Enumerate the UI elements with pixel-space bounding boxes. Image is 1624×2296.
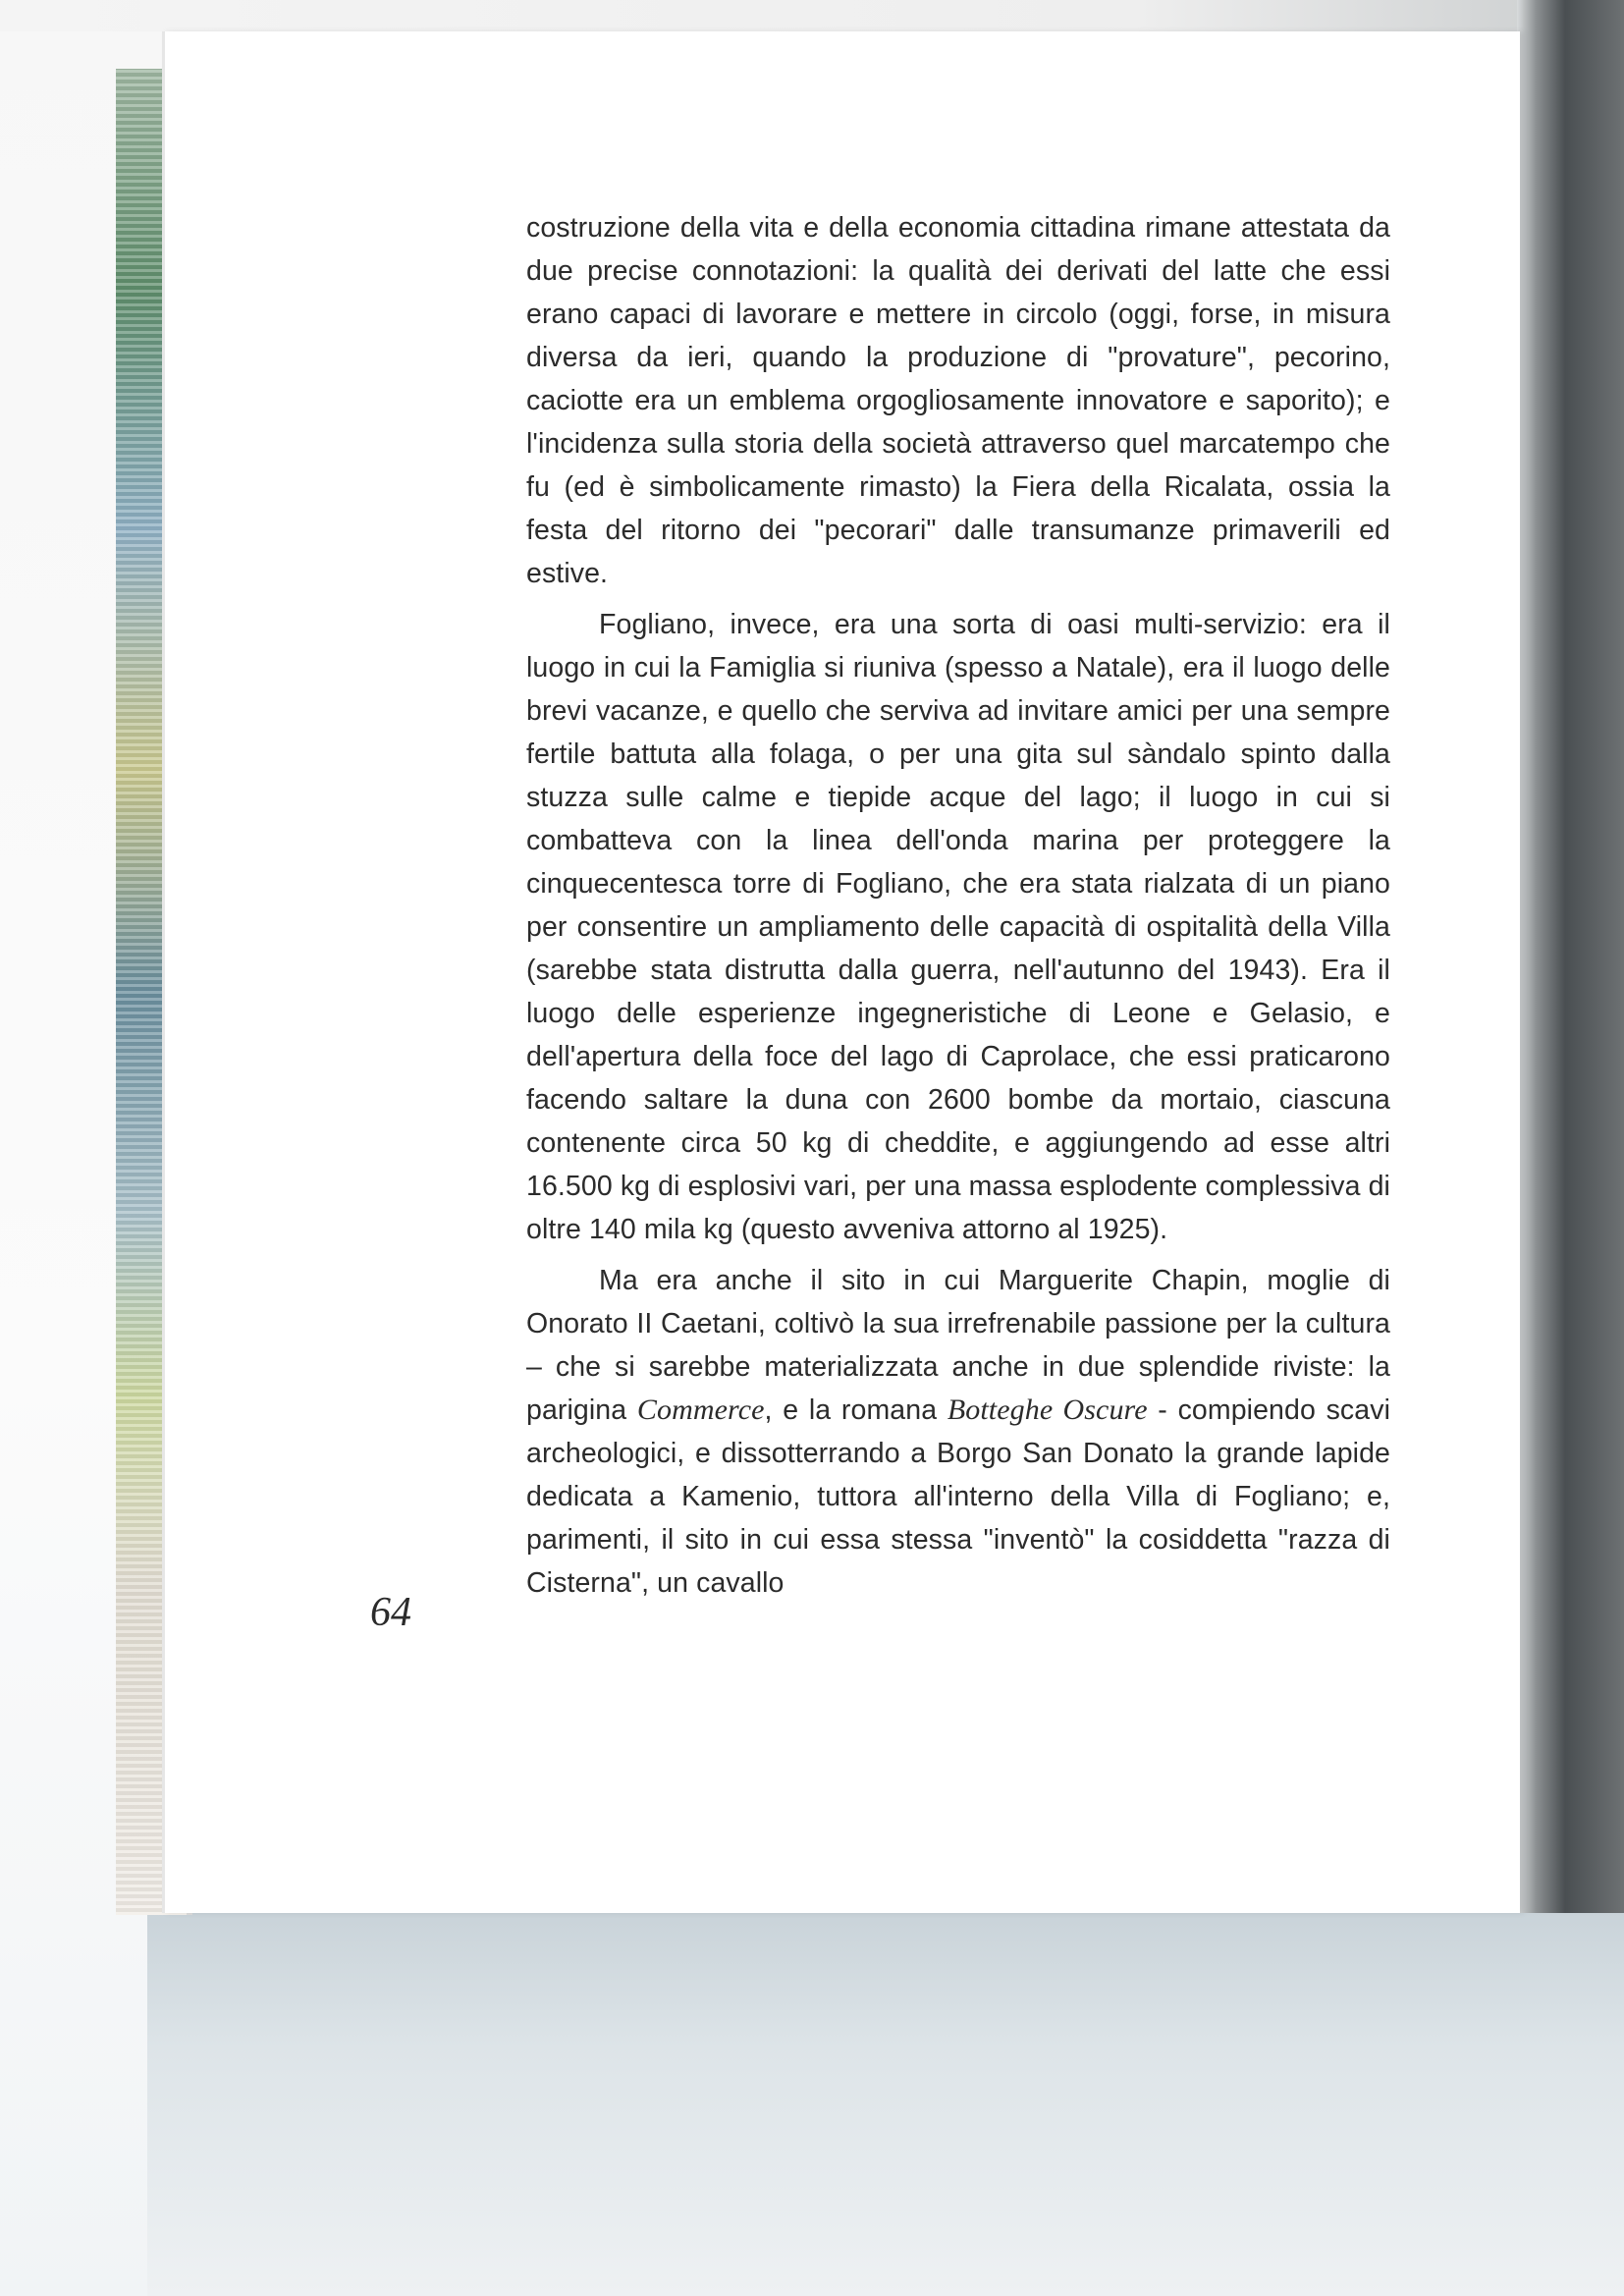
magazine-title-commerce: Commerce xyxy=(636,1394,765,1426)
book-right-edge xyxy=(1517,0,1624,1913)
magazine-title-botteghe-oscure: Botteghe Oscure xyxy=(947,1394,1148,1426)
paragraph-1: costruzione della vita e della economia cittadina rimane attestata da due precise connotazioni: la qualità dei derivati del latte che essi erano capaci di lavorare e mettere in circolo (oggi, forse, in misura diversa da ieri, quando la produzione di "provature", pecorino, caciotte era un emblema orgogliosamente innovatore e saporito); e l'incidenza sulla storia della società attraverso quel marcatempo che fu (ed è simbolicamente rimasto) la Fiera della Ricalata, ossia la festa del ritorno dei "pecorari" dalle transumanze primaverili ed estive. xyxy=(526,212,1390,589)
paragraph-3 xyxy=(526,1259,1390,1605)
page-number: 64 xyxy=(370,1590,411,1635)
paragraph-2: Fogliano, invece, era una sorta di oasi multi-servizio: era il luogo in cui la Famiglia si riuniva (spesso a Natale), era il luogo delle brevi vacanze, e quello che serviva ad invitare amici per una sempre fertile battuta alla folaga, o per una gita sul sàndalo spinto dalla stuzza sulle calme e tiepide acque del lago; il luogo in cui si combatteva con la linea dell'onda marina per proteggere la cinquecentesca torre di Fogliano, che era stata rialzata di un piano per consentire un ampliamento delle capacità di ospitalità della Villa (sarebbe stata distrutta dalla guerra, nell'autunno del 1943). Era il luogo delle esperienze ingegneristiche di Leone e Gelasio, e dell'apertura della foce del lago di Caprolace, che essi praticarono facendo saltare la duna con 2600 bombe da mortaio, ciascuna contenente circa 50 kg di cheddite, e aggiungendo ad esse altri 16.500 kg di esplosivi vari, per una massa esplodente complessiva di oltre 140 mila kg (questo avveniva attorno al 1925). xyxy=(526,609,1390,1245)
paragraph-3-text-2: , e la romana xyxy=(764,1394,947,1426)
body-text xyxy=(526,206,1390,1605)
scan-bottom-shadow xyxy=(147,1913,1624,2296)
scan-top-strip xyxy=(0,0,1624,31)
paragraph-3-text-3: - compiendo scavi archeologici, e dissotterrando a Borgo San Donato la grande lapide dedicata a Kamenio, tuttora all'interno della Villa di Fogliano; e, parimenti, il sito in cui essa stessa "inventò" la cosiddetta "razza di Cisterna", un cavallo xyxy=(526,1394,1391,1599)
paragraph-3-text-1: Ma era anche il sito in cui Marguerite Chapin, moglie di Onorato II Caetani, coltivò la sua irrefrenabile passione per la cultura – che si sarebbe materializzata anche in due splendide riviste: la parigina xyxy=(526,1265,1390,1426)
